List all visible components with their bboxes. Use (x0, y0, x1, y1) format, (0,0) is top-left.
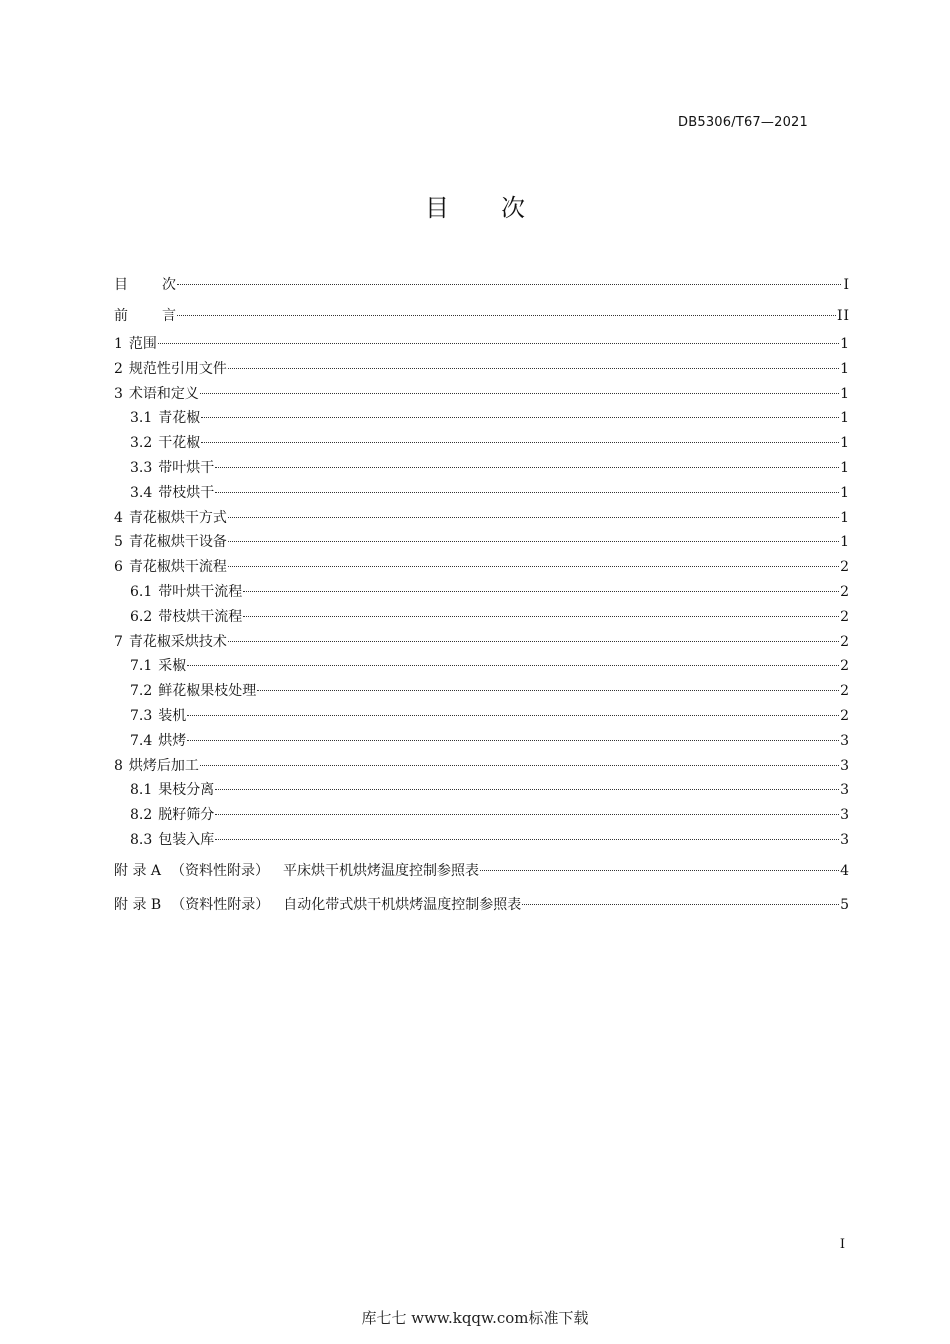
page-title (0, 188, 950, 223)
toc-entry[interactable] (114, 679, 850, 704)
toc-entry-number: 3.3 (130, 459, 153, 476)
toc-entry-number: 8.1 (130, 782, 153, 799)
toc-leader-dots (228, 565, 839, 567)
toc-page-number: 3 (840, 831, 850, 848)
toc-entry-label (114, 332, 157, 357)
toc-leader-dots (243, 615, 839, 617)
toc-entry-label (114, 506, 227, 531)
toc-appendix-label (114, 890, 521, 921)
toc-entry-number: 8 (114, 757, 123, 774)
toc-entry-number: 2 (114, 360, 123, 377)
toc-page-number: 2 (840, 608, 850, 625)
toc-entry-label-b: 言 (162, 308, 176, 324)
toc-appendix-label (114, 856, 479, 887)
appendix-title: 平床烘干机烘烤温度控制参照表 (283, 862, 480, 879)
toc-entry-title: 青花椒采烘技术 (128, 633, 227, 650)
toc-leader-dots (480, 869, 839, 871)
table-of-contents (114, 270, 850, 921)
toc-page-number: I (843, 277, 850, 293)
toc-leader-dots (158, 342, 839, 344)
toc-leader-dots (228, 640, 839, 642)
toc-entry-number: 3.4 (130, 484, 153, 501)
toc-entry[interactable] (114, 555, 850, 580)
toc-leader-dots (187, 714, 839, 716)
toc-leader-dots (200, 764, 839, 766)
toc-page-number: 1 (840, 459, 850, 476)
toc-entry-title: 采椒 (158, 658, 187, 675)
title-part1: 目 (425, 194, 449, 222)
toc-entry-label (130, 580, 242, 605)
toc-entry-label (130, 704, 186, 729)
toc-entry-title: 包装入库 (158, 831, 215, 848)
toc-appendix-entry[interactable] (114, 856, 850, 887)
toc-entry-label (130, 729, 186, 754)
toc-leader-dots (228, 516, 839, 518)
toc-entry-number: 7.2 (130, 683, 153, 700)
toc-page-number: 1 (840, 336, 850, 352)
toc-entry-number: 3.1 (130, 410, 153, 427)
toc-entry-title: 术语和定义 (128, 385, 199, 402)
toc-leader-dots (228, 540, 839, 542)
toc-entry-number: 3 (114, 385, 123, 402)
toc-page-number: 1 (840, 534, 850, 551)
toc-leader-dots (215, 491, 839, 493)
toc-entry-title: 装机 (158, 707, 187, 724)
appendix-prefix: 附 录 B (114, 896, 162, 913)
toc-entry-label-b: 次 (162, 277, 176, 293)
toc-leader-dots (215, 466, 839, 468)
toc-entry[interactable] (114, 301, 850, 332)
toc-entry-label (130, 456, 214, 481)
appendix-type: （资料性附录） (171, 862, 270, 879)
toc-page-number: 1 (840, 435, 850, 452)
toc-entry-title: 范围 (128, 336, 157, 352)
toc-entry-title: 带叶烘干流程 (158, 583, 243, 600)
toc-page-number: II (836, 308, 850, 324)
toc-leader-dots (522, 903, 839, 905)
toc-entry-label-a: 前 (114, 308, 128, 324)
toc-page-number: 1 (840, 360, 850, 377)
toc-entry-number: 8.3 (130, 831, 153, 848)
toc-page-number: 4 (840, 862, 850, 879)
toc-entry-title: 青花椒 (158, 410, 201, 427)
toc-leader-dots (187, 664, 839, 666)
toc-entry-number: 7.4 (130, 732, 153, 749)
appendix-prefix: 附 录 A (114, 862, 162, 879)
toc-page-number: 1 (840, 410, 850, 427)
toc-entry-label (114, 530, 227, 555)
toc-entry-number: 6.2 (130, 608, 153, 625)
toc-leader-dots (187, 739, 839, 741)
toc-entry-label (130, 679, 256, 704)
toc-entry-label (130, 605, 242, 630)
toc-entry[interactable] (114, 481, 850, 506)
watermark-text: 库七七 www.kqqw.com标准下载 (361, 1309, 589, 1327)
toc-entry-label-a: 目 (114, 277, 128, 293)
toc-leader-dots (243, 590, 839, 592)
toc-entry-title: 烘烤 (158, 732, 187, 749)
toc-page-number: 2 (840, 583, 850, 600)
toc-entry[interactable] (114, 828, 850, 853)
toc-entry[interactable] (114, 778, 850, 803)
toc-entry-title: 青花椒烘干流程 (128, 559, 227, 576)
toc-entry[interactable] (114, 382, 850, 407)
toc-entry-number: 6 (114, 559, 123, 576)
toc-entry[interactable] (114, 580, 850, 605)
toc-entry-number: 5 (114, 534, 123, 551)
toc-page-number: 3 (840, 757, 850, 774)
toc-entry-title: 干花椒 (158, 435, 201, 452)
toc-entry[interactable] (114, 605, 850, 630)
toc-entry-number: 3.2 (130, 435, 153, 452)
toc-entry[interactable] (114, 406, 850, 431)
toc-entry-label (130, 481, 214, 506)
toc-entry[interactable] (114, 332, 850, 357)
toc-page-number: 2 (840, 707, 850, 724)
toc-entry[interactable] (114, 729, 850, 754)
toc-page-number: 1 (840, 509, 850, 526)
toc-leader-dots (215, 838, 839, 840)
toc-entry-label (114, 357, 227, 382)
toc-entry[interactable] (114, 630, 850, 655)
toc-entry-title: 鲜花椒果枝处理 (158, 683, 257, 700)
toc-entry-label (130, 431, 200, 456)
toc-entry-title: 脱籽筛分 (158, 807, 215, 824)
toc-appendix-entry[interactable] (114, 890, 850, 921)
toc-entry[interactable] (114, 654, 850, 679)
toc-entry-label (114, 630, 227, 655)
toc-leader-dots (177, 314, 836, 316)
toc-leader-dots (201, 416, 839, 418)
toc-entry-number: 7.3 (130, 707, 153, 724)
toc-page-number: 1 (840, 385, 850, 402)
toc-entry[interactable] (114, 754, 850, 779)
toc-entry-number: 7 (114, 633, 123, 650)
toc-entry-label (130, 803, 214, 828)
toc-entry-title: 带枝烘干流程 (158, 608, 243, 625)
toc-entry-number: 1 (114, 336, 123, 352)
toc-page-number: 2 (840, 633, 850, 650)
toc-entry-title: 带枝烘干 (158, 484, 215, 501)
toc-entry-label (130, 828, 214, 853)
toc-entry-label (114, 301, 176, 332)
toc-entry-label (130, 406, 200, 431)
toc-page-number: 2 (840, 683, 850, 700)
toc-entry-title: 烘烤后加工 (128, 757, 199, 774)
toc-entry-number: 6.1 (130, 583, 153, 600)
toc-entry-label (114, 754, 199, 779)
toc-leader-dots (215, 813, 839, 815)
toc-entry-title: 青花椒烘干方式 (128, 509, 227, 526)
toc-entry[interactable] (114, 357, 850, 382)
toc-page-number: 3 (840, 782, 850, 799)
toc-leader-dots (200, 392, 839, 394)
toc-entry-label (130, 778, 214, 803)
toc-leader-dots (201, 441, 839, 443)
toc-leader-dots (215, 788, 839, 790)
toc-entry-number: 8.2 (130, 807, 153, 824)
toc-entry-number: 7.1 (130, 658, 153, 675)
appendix-title: 自动化带式烘干机烘烤温度控制参照表 (283, 896, 522, 913)
standard-code: DB5306/T67—2021 (678, 115, 808, 130)
toc-entry-label (130, 654, 186, 679)
toc-entry[interactable] (114, 431, 850, 456)
toc-entry-label (114, 555, 227, 580)
appendix-type: （资料性附录） (171, 896, 270, 913)
toc-entry[interactable] (114, 270, 850, 301)
toc-entry[interactable] (114, 704, 850, 729)
toc-entry-title: 带叶烘干 (158, 459, 215, 476)
toc-entry-title: 青花椒烘干设备 (128, 534, 227, 551)
toc-page-number: 3 (840, 732, 850, 749)
toc-leader-dots (228, 367, 839, 369)
toc-leader-dots (257, 689, 839, 691)
toc-page-number: 1 (840, 484, 850, 501)
toc-entry-title: 果枝分离 (158, 782, 215, 799)
toc-page-number: 3 (840, 807, 850, 824)
toc-entry-title: 规范性引用文件 (128, 360, 227, 377)
toc-page-number: 2 (840, 658, 850, 675)
toc-entry-label (114, 382, 199, 407)
toc-entry-number: 4 (114, 509, 123, 526)
toc-leader-dots (177, 283, 841, 285)
toc-entry[interactable] (114, 530, 850, 555)
toc-page-number: 5 (840, 896, 850, 913)
toc-page-number: 2 (840, 559, 850, 576)
toc-entry[interactable] (114, 506, 850, 531)
title-part2: 次 (501, 194, 525, 222)
toc-entry-label (114, 270, 176, 301)
toc-entry[interactable] (114, 803, 850, 828)
toc-entry[interactable] (114, 456, 850, 481)
page-folio: I (839, 1237, 845, 1252)
